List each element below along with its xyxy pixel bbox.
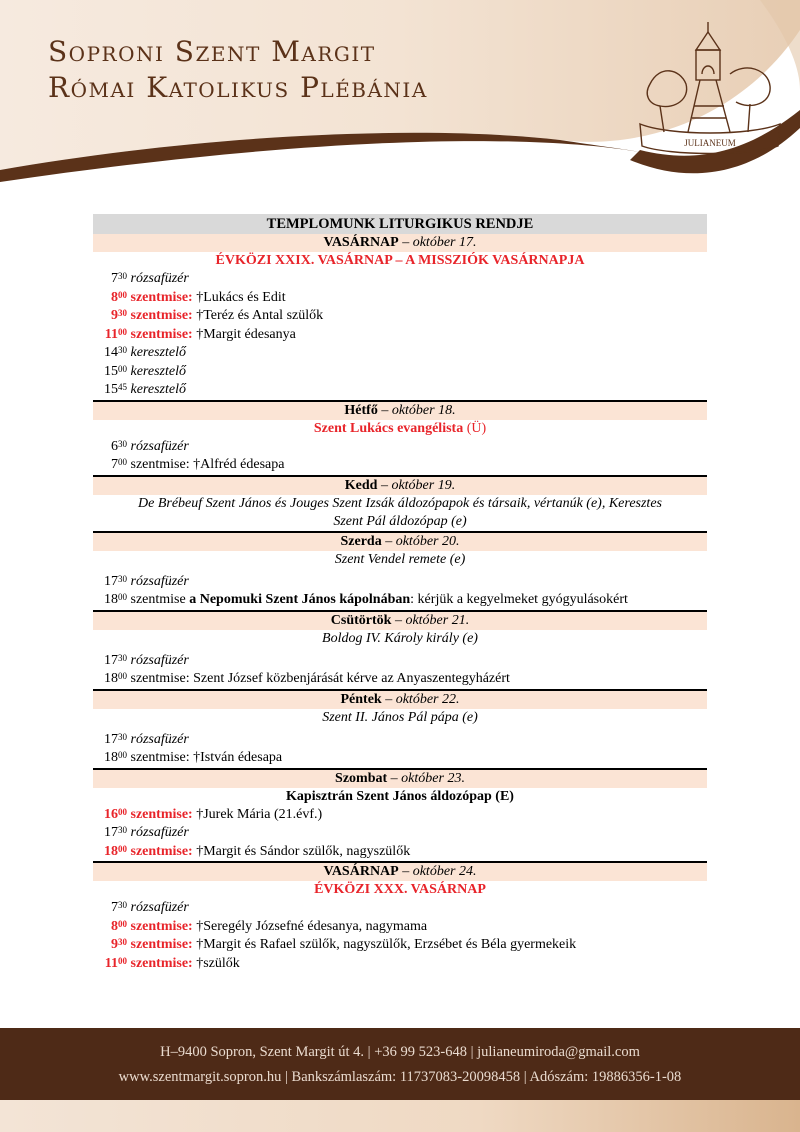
event-intention: †Lukács és Edit [192,289,286,305]
feast-text: ÉVKÖZI XXIX. VASÁRNAP – A MISSZIÓK VASÁRNAPJA [215,253,585,268]
schedule-event [93,381,707,400]
feast-text: Szent Lukács evangélista [313,420,464,436]
day-date: – október 22. [385,691,460,707]
title-line-1: Soproni Szent Margit [48,35,376,68]
page-footer [0,1028,800,1132]
day-date: – október 17. [402,235,477,250]
day-date: – október 19. [380,477,456,493]
day-name: Hétfő [344,402,378,418]
schedule-event [93,749,707,768]
event-time: $14^{30}$ [104,345,127,360]
liturgical-schedule [93,214,707,973]
event-kind: szentmise: [130,308,193,323]
schedule-event [93,591,707,610]
event-time: $9^{30}$ [111,937,127,952]
event-time: $17^{30}$ [104,652,127,668]
event-kind: szentmise: [130,457,190,472]
table-title: TEMPLOMUNK LITURGIKUS RENDJE [93,214,707,234]
event-kind: szentmise: [130,671,190,686]
bell-tower-icon [630,14,790,164]
feast-line [93,630,707,648]
event-time: $15^{00}$ [104,363,127,379]
event-kind: rózsafüzér [130,731,189,747]
schedule-event [93,456,707,475]
footer-address: H–9400 Sopron, Szent Margit út 4. | +36 99 523-648 | julianeumiroda@gmail.com [160,1044,640,1060]
event-kind: szentmise: [130,750,190,765]
day-date: – október 18. [381,402,456,418]
schedule-event [93,270,707,289]
feast-line [93,513,707,531]
event-kind: szentmise: [130,289,193,305]
day-header [93,531,707,551]
feast-text: De Brébeuf Szent János és Jouges Szent Izsák áldozópapok és társaik, vértanúk (e), Keresztes [138,495,662,511]
event-intention: †Margit és Rafael szülők, nagyszülők, Erzsébet és Béla gyermekeik [192,937,577,952]
day-date: – október 20. [385,533,460,549]
event-kind: szentmise: [130,955,193,971]
event-time: $17^{30}$ [104,573,127,589]
schedule-event [93,824,707,843]
footer-web-bank: www.szentmargit.sopron.hu | Bankszámlaszám: 11737083-20098458 | Adószám: 19886356-1-08 [118,1069,682,1085]
schedule-event [93,438,707,457]
day-name: Kedd [344,477,378,493]
day-header [93,689,707,709]
event-kind: rózsafüzér [130,900,189,915]
parish-title [48,34,428,106]
event-time: $7^{30}$ [111,900,127,915]
day-header [93,768,707,788]
day-header [93,861,707,881]
day-name: Péntek [340,691,382,707]
day-date: – október 21. [394,612,470,628]
event-time: $18^{00}$ [104,750,127,765]
event-time: $15^{45}$ [104,382,127,397]
day-header [93,400,707,420]
schedule-event [93,899,707,918]
schedule-event [93,731,707,750]
event-intention: †Jurek Mária (21.évf.) [192,806,323,822]
day-name: Szerda [340,533,382,549]
event-time: $9^{30}$ [111,308,127,323]
day-name: Csütörtök [330,612,392,628]
event-intention: †szülők [192,955,240,971]
schedule-event [93,652,707,671]
event-intention: †Teréz és Antal szülők [192,308,324,323]
schedule-event [93,806,707,825]
day-name: VASÁRNAP [323,235,399,250]
feast-text: ÉVKÖZI XXX. VASÁRNAP [314,882,486,897]
feast-text: Boldog IV. Károly király (e) [322,630,478,646]
event-location: a Nepomuki Szent János kápolnában [185,592,411,607]
feast-rank: (E) [491,788,514,804]
event-intention: †Alfréd édesapa [189,457,285,472]
feast-line [93,788,707,806]
event-intention: †Seregély Józsefné édesanya, nagymama [192,918,428,934]
event-time: $17^{30}$ [104,731,127,747]
day-name: Szombat [335,770,388,786]
day-date: – október 24. [402,864,477,879]
feast-text: Kapisztrán Szent János áldozópap [286,788,492,804]
day-header [93,234,707,252]
event-kind: szentmise [130,592,186,607]
feast-line [93,881,707,899]
event-time: $11^{00}$ [104,326,127,342]
event-kind: keresztelő [130,345,186,360]
schedule-event [93,344,707,363]
feast-text: Szent II. János Pál pápa (e) [322,709,478,725]
day-name: VASÁRNAP [323,864,399,879]
event-time: $18^{00}$ [104,592,127,607]
schedule-event [93,307,707,326]
schedule-event [93,955,707,974]
feast-line [93,252,707,270]
event-kind: szentmise: [130,806,193,822]
event-time: $11^{00}$ [104,955,127,971]
day-date: – október 23. [390,770,465,786]
event-intention: †Margit édesanya [192,326,296,342]
schedule-event [93,936,707,955]
event-kind: szentmise: [130,918,193,934]
event-kind: rózsafüzér [130,652,189,668]
event-time: $17^{30}$ [104,825,127,840]
feast-rank: (Ü) [463,420,487,436]
day-header [93,475,707,495]
event-time: $6^{30}$ [111,438,127,454]
event-time: $7^{30}$ [111,271,127,286]
event-kind: keresztelő [130,382,186,397]
event-kind: szentmise: [130,326,193,342]
event-time: $18^{00}$ [104,843,127,859]
page-header [0,0,800,200]
event-kind: keresztelő [130,363,186,379]
event-intention: †István édesapa [189,750,283,765]
event-kind: rózsafüzér [130,573,189,589]
logo-text: JULIANEUM [684,138,736,148]
event-kind: rózsafüzér [130,271,189,286]
schedule-event [93,670,707,689]
event-time: $8^{00}$ [111,918,127,934]
schedule-event [93,918,707,937]
schedule-event [93,326,707,345]
event-kind: rózsafüzér [130,438,189,454]
event-kind: szentmise: [130,843,193,859]
event-intention: : kérjük a kegyelmeket gyógyulásokért [410,592,628,607]
event-time: $18^{00}$ [104,671,127,686]
event-kind: rózsafüzér [130,825,189,840]
event-time: $8^{00}$ [111,289,127,305]
feast-line [93,551,707,569]
schedule-event [93,289,707,308]
event-intention: Szent József közbenjárását kérve az Anyaszentegyházért [189,671,510,686]
event-intention: †Margit és Sándor szülők, nagyszülők [192,843,411,859]
feast-line [93,420,707,438]
feast-line [93,495,707,513]
event-kind: szentmise: [130,937,193,952]
event-time: $7^{00}$ [111,457,127,472]
feast-text: Szent Pál áldozópap (e) [333,513,467,529]
day-header [93,610,707,630]
title-line-2: Római Katolikus Plébánia [48,71,428,104]
event-time: $16^{00}$ [104,806,127,822]
feast-line [93,709,707,727]
schedule-event [93,363,707,382]
schedule-event [93,573,707,592]
feast-text: Szent Vendel remete (e) [334,551,466,567]
schedule-event [93,843,707,862]
